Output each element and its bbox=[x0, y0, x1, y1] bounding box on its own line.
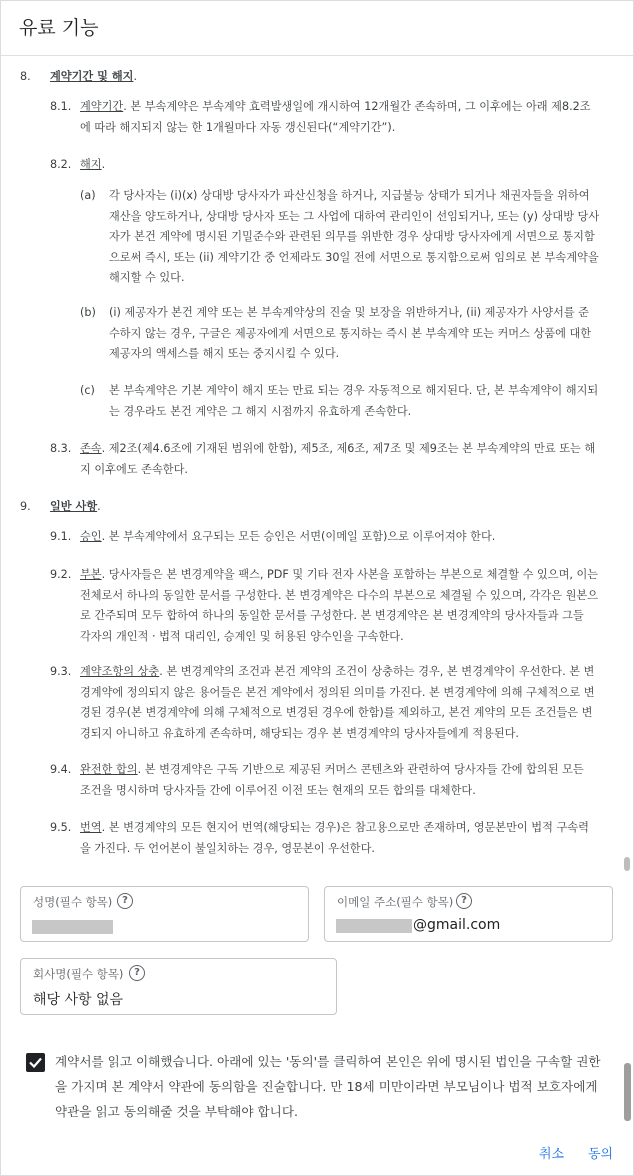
company-field[interactable] bbox=[20, 958, 337, 1015]
dialog-scrollbar-thumb[interactable] bbox=[624, 1063, 631, 1121]
section-9-4-text: 완전한 합의. 본 변경계약은 구독 기반으로 제공된 커머스 콘텐츠와 관련하여 당사자들 간에 합의된 모든 조건을 명시하며 당사자들 간에 이루어진 이전 또는 현재의 모든 합의를 대체한다. bbox=[80, 763, 584, 797]
section-9-1-number: 9.1. bbox=[50, 530, 72, 543]
clause-c-text: 본 부속계약은 기본 계약이 해지 또는 만료 되는 경우 자동적으로 해지된다. 단, 본 부속계약이 해지되 는 경우라도 본건 계약은 그 해지 시점까지 유효하게 존속한다. bbox=[109, 384, 599, 418]
clause-c-label: (c) bbox=[80, 384, 95, 397]
section-8-3-text: 존속. 제2조(제4.6조에 기재된 범위에 한함), 제5조, 제6조, 제7조 및 제9조는 본 부속계약의 만료 또는 해 지 이후에도 존속한다. bbox=[80, 442, 596, 476]
content-scrollbar-thumb[interactable] bbox=[624, 857, 630, 871]
section-9-4-number: 9.4. bbox=[50, 763, 72, 776]
dialog-header bbox=[1, 1, 633, 56]
redacted-email-prefix bbox=[336, 919, 412, 933]
name-field[interactable] bbox=[20, 886, 309, 942]
company-field-value: 해당 사항 없음 bbox=[33, 992, 124, 1008]
section-9-3-text: 계약조항의 상충. 본 변경계약의 조건과 본건 계약의 조건이 상충하는 경우, 본 변경계약이 우선한다. 본 변 경계약에 정의되지 않은 용어들은 본건 계약에서 정의된 의미를 가진다. 본 변경계약에 의해 구체적으로 변 경된 경우(본 변경계약에 의해 구체적으로 변경된 경우에 한함)를 제외하고, 본건 계약의 모든 조건들은 변 경되지 아니하고 유효하게 존속하며, 해당되는 경우 본 변경계약의 당사자들에게 적용된다. bbox=[80, 665, 595, 740]
section-9-5-text: 번역. 본 변경계약의 모든 현지어 번역(해당되는 경우)은 참고용으로만 존재하며, 영문본만이 법적 구속력 을 가진다. 두 언어본이 불일치하는 경우, 영문본이 우선한다. bbox=[80, 821, 589, 855]
clause-b-text: (i) 제공자가 본건 계약 또는 본 부속계약상의 진술 및 보장을 위반하거나, (ii) 제공자가 사양서를 준 수하지 않는 경우, 구글은 제공자에게 서면으로 통지하는 즉시 본 부속계약 또는 커머스 상품에 대한 제공자의 액세스를 해지 또는 중지시킬 수 있다. bbox=[109, 306, 592, 360]
help-icon[interactable]: ? bbox=[456, 893, 472, 909]
section-9-number: 9. bbox=[20, 500, 31, 513]
section-9-2-text: 부본. 당사자들은 본 변경계약을 팩스, PDF 및 기타 전자 사본을 포함하는 부본으로 체결할 수 있으며, 이는 전체로서 하나의 동일한 문서를 구성한다. 본 변경계약은 다수의 부본으로 체결될 수 있으며, 각각은 원본으 로 간주되며 모두 합하여 하나의 동일한 문서를 구성한다. 본 변경계약은 본 변경계약의 당사자들과 그들 각자의 개인적 · 법적 대리인, 승계인 및 허용된 양수인을 구속한다. bbox=[80, 568, 599, 643]
section-9-5-number: 9.5. bbox=[50, 821, 72, 834]
section-8-heading: 계약기간 및 해지. bbox=[50, 70, 138, 83]
consent-checkbox[interactable] bbox=[26, 1053, 45, 1072]
checkmark-icon bbox=[28, 1055, 43, 1070]
email-field[interactable] bbox=[324, 886, 613, 942]
section-8-number: 8. bbox=[20, 70, 31, 83]
agreement-scroll-area[interactable] bbox=[1, 56, 621, 866]
clause-b-label: (b) bbox=[80, 306, 96, 319]
cancel-button[interactable]: 취소 bbox=[539, 1147, 565, 1162]
help-icon[interactable]: ? bbox=[129, 965, 145, 981]
section-8-2-heading: 해지. bbox=[80, 158, 106, 171]
help-icon[interactable]: ? bbox=[117, 893, 133, 909]
company-field-label: 회사명(필수 항목) bbox=[33, 967, 124, 981]
section-9-1-text: 승인. 본 부속계약에서 요구되는 모든 승인은 서면(이메일 포함)으로 이루어져야 한다. bbox=[80, 530, 496, 543]
email-field-label: 이메일 주소(필수 항목) bbox=[337, 895, 454, 909]
section-8-1-text: 계약기간. 본 부속계약은 부속계약 효력발생일에 개시하여 12개월간 존속하며, 그 이후에는 아래 제8.2조 에 따라 해지되지 않는 한 1개월마다 자동 갱신된다(“계약기간”). bbox=[80, 100, 591, 134]
redacted-name-value bbox=[32, 920, 113, 934]
section-9-2-number: 9.2. bbox=[50, 568, 72, 581]
section-8-2-number: 8.2. bbox=[50, 158, 72, 171]
section-9-heading: 일반 사항. bbox=[50, 500, 101, 513]
name-field-label: 성명(필수 항목) bbox=[33, 895, 113, 909]
agree-button[interactable]: 동의 bbox=[588, 1147, 614, 1162]
section-8-3-number: 8.3. bbox=[50, 442, 72, 455]
consent-text: 계약서를 읽고 이해했습니다. 아래에 있는 '동의'를 클릭하여 본인은 위에 명시된 법인을 구속할 권한을 가지며 본 계약서 약관에 동의함을 진술합니다. 만 18세 미만이라면 부모님이나 법적 보호자에게 약관을 읽고 동의해줄 것을 부탁해야 합니다. bbox=[55, 1054, 601, 1119]
clause-a-text: 각 당사자는 (i)(x) 상대방 당사자가 파산신청을 하거나, 지급불능 상태가 되거나 채권자들을 위하여 재산을 양도하거나, 상대방 당사자 또는 그 사업에 대하여 관리인이 선임되거나, 또는 (y) 상대방 당사 자가 본건 계약에 명시된 기밀준수와 관련된 의무를 위반한 경우 상대방 당사자에게 서면으로 통지함 으로써 즉시, 또는 (ii) 계약기간 중 언제라도 30일 전에 서면으로 통지함으로써 임의로 본 부속계약을 해지할 수 있다. bbox=[109, 189, 600, 284]
section-8-1-number: 8.1. bbox=[50, 100, 72, 113]
dialog-title: 유료 기능 bbox=[19, 17, 99, 39]
section-9-3-number: 9.3. bbox=[50, 665, 72, 678]
clause-a-label: (a) bbox=[80, 189, 96, 202]
email-field-value: @gmail.com bbox=[413, 917, 501, 933]
